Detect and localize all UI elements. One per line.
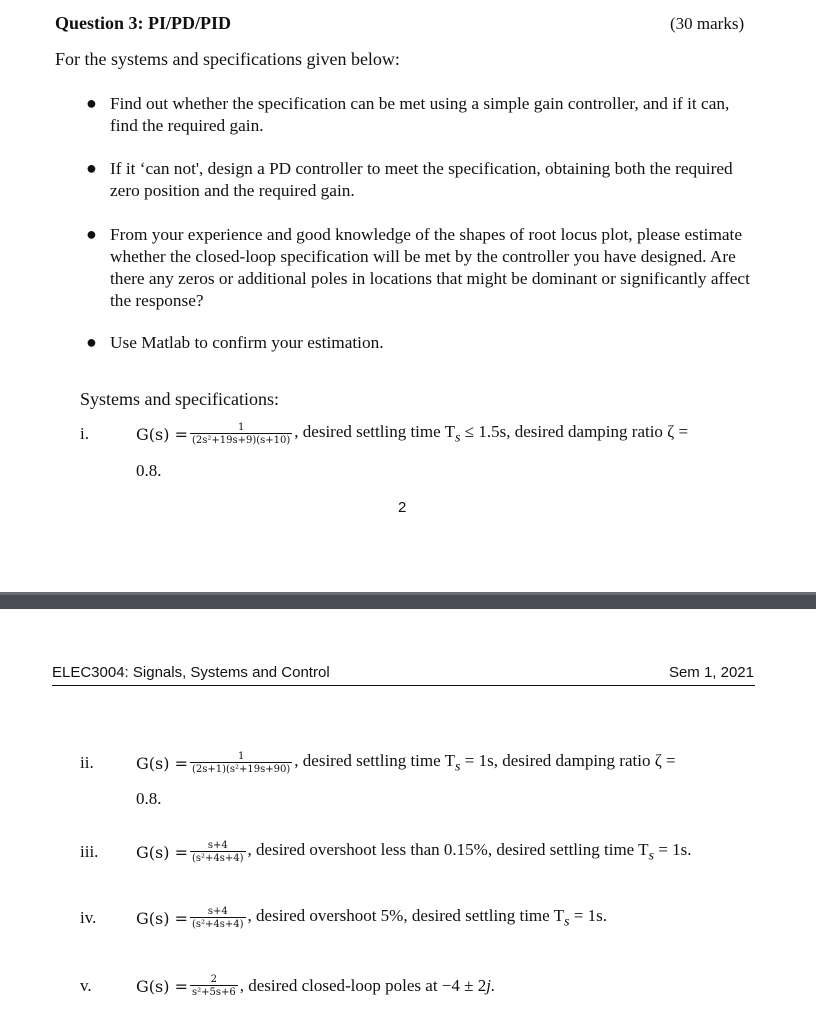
numerator: 1 bbox=[237, 751, 245, 763]
transfer-function-fraction bbox=[190, 422, 292, 446]
bullet-text-2: If it ‘can not', design a PD controller to meet the specification, obtaining both the required zero position and the required gain. bbox=[110, 159, 733, 200]
denominator: (s²+4s+4) bbox=[191, 919, 244, 931]
bullet-text-3: From your experience and good knowledge of the shapes of root locus plot, please estimate whether the closed-loop specification will be met by the controller you have designed. Are there any zeros or additional poles in locations that might be dominant or significantly affect the response? bbox=[110, 225, 750, 310]
specification-continuation: 0.8. bbox=[136, 789, 162, 808]
transfer-function-fraction bbox=[190, 906, 246, 930]
transfer-function-lhs: G(s) = bbox=[136, 753, 188, 773]
transfer-function-fraction bbox=[190, 840, 246, 864]
transfer-function-lhs: G(s) = bbox=[136, 908, 188, 928]
question-marks: (30 marks) bbox=[670, 14, 745, 33]
denominator: (2s²+19s+9)(s+10) bbox=[191, 435, 291, 447]
specification-text: , desired closed-loop poles at −4 ± 2j. bbox=[239, 976, 496, 995]
system-iii bbox=[80, 840, 692, 864]
bullet-icon: ● bbox=[86, 224, 97, 244]
system-label: i. bbox=[80, 424, 89, 444]
denominator: (2s+1)(s²+19s+90) bbox=[191, 764, 291, 776]
course-header: ELEC3004: Signals, Systems and Control bbox=[52, 664, 330, 681]
numerator: s+4 bbox=[207, 840, 228, 852]
question-title: Question 3: PI/PD/PID bbox=[55, 13, 232, 33]
numerator: 1 bbox=[237, 422, 245, 434]
system-label: v. bbox=[80, 976, 92, 995]
transfer-function-lhs: G(s) = bbox=[136, 842, 188, 862]
specification-continuation: 0.8. bbox=[136, 461, 162, 480]
systems-heading: Systems and specifications: bbox=[80, 389, 279, 409]
bullet-icon: ● bbox=[86, 158, 97, 178]
system-ii bbox=[80, 751, 676, 775]
system-label: iii. bbox=[80, 842, 99, 862]
system-v bbox=[80, 974, 495, 998]
system-label: ii. bbox=[80, 753, 94, 773]
denominator: s²+5s+6 bbox=[191, 987, 236, 998]
bullet-icon: ● bbox=[86, 93, 97, 113]
system-label: iv. bbox=[80, 908, 97, 928]
system-i bbox=[80, 422, 688, 446]
bullet-icon: ● bbox=[86, 332, 97, 352]
numerator: s+4 bbox=[207, 906, 228, 918]
page-separator bbox=[0, 592, 816, 609]
transfer-function-lhs: G(s) = bbox=[136, 976, 188, 996]
page-number: 2 bbox=[398, 499, 407, 516]
specification-text: , desired overshoot less than 0.15%, desired settling time $T_s = 1s$. bbox=[247, 840, 692, 864]
semester-header: Sem 1, 2021 bbox=[668, 664, 754, 681]
specification-text: , desired settling time $T_s \le 1.5s$, desired damping ratio ζ = bbox=[294, 422, 689, 446]
numerator: 2 bbox=[210, 974, 218, 985]
transfer-function-lhs: G(s) = bbox=[136, 424, 188, 444]
bullet-text-4: Use Matlab to confirm your estimation. bbox=[110, 333, 384, 352]
denominator: (s²+4s+4) bbox=[191, 853, 244, 865]
header-rule bbox=[52, 685, 755, 686]
question-intro: For the systems and specifications given below: bbox=[55, 49, 400, 69]
bullet-text-1: Find out whether the specification can be met using a simple gain controller, and if it can, find the required gain. bbox=[110, 94, 730, 135]
specification-text: , desired overshoot 5%, desired settling time $T_s = 1s$. bbox=[247, 906, 607, 930]
transfer-function-fraction bbox=[190, 974, 238, 998]
system-iv bbox=[80, 906, 607, 930]
transfer-function-fraction bbox=[190, 751, 292, 775]
specification-text: , desired settling time $T_s = 1s$, desired damping ratio ζ = bbox=[294, 751, 676, 775]
